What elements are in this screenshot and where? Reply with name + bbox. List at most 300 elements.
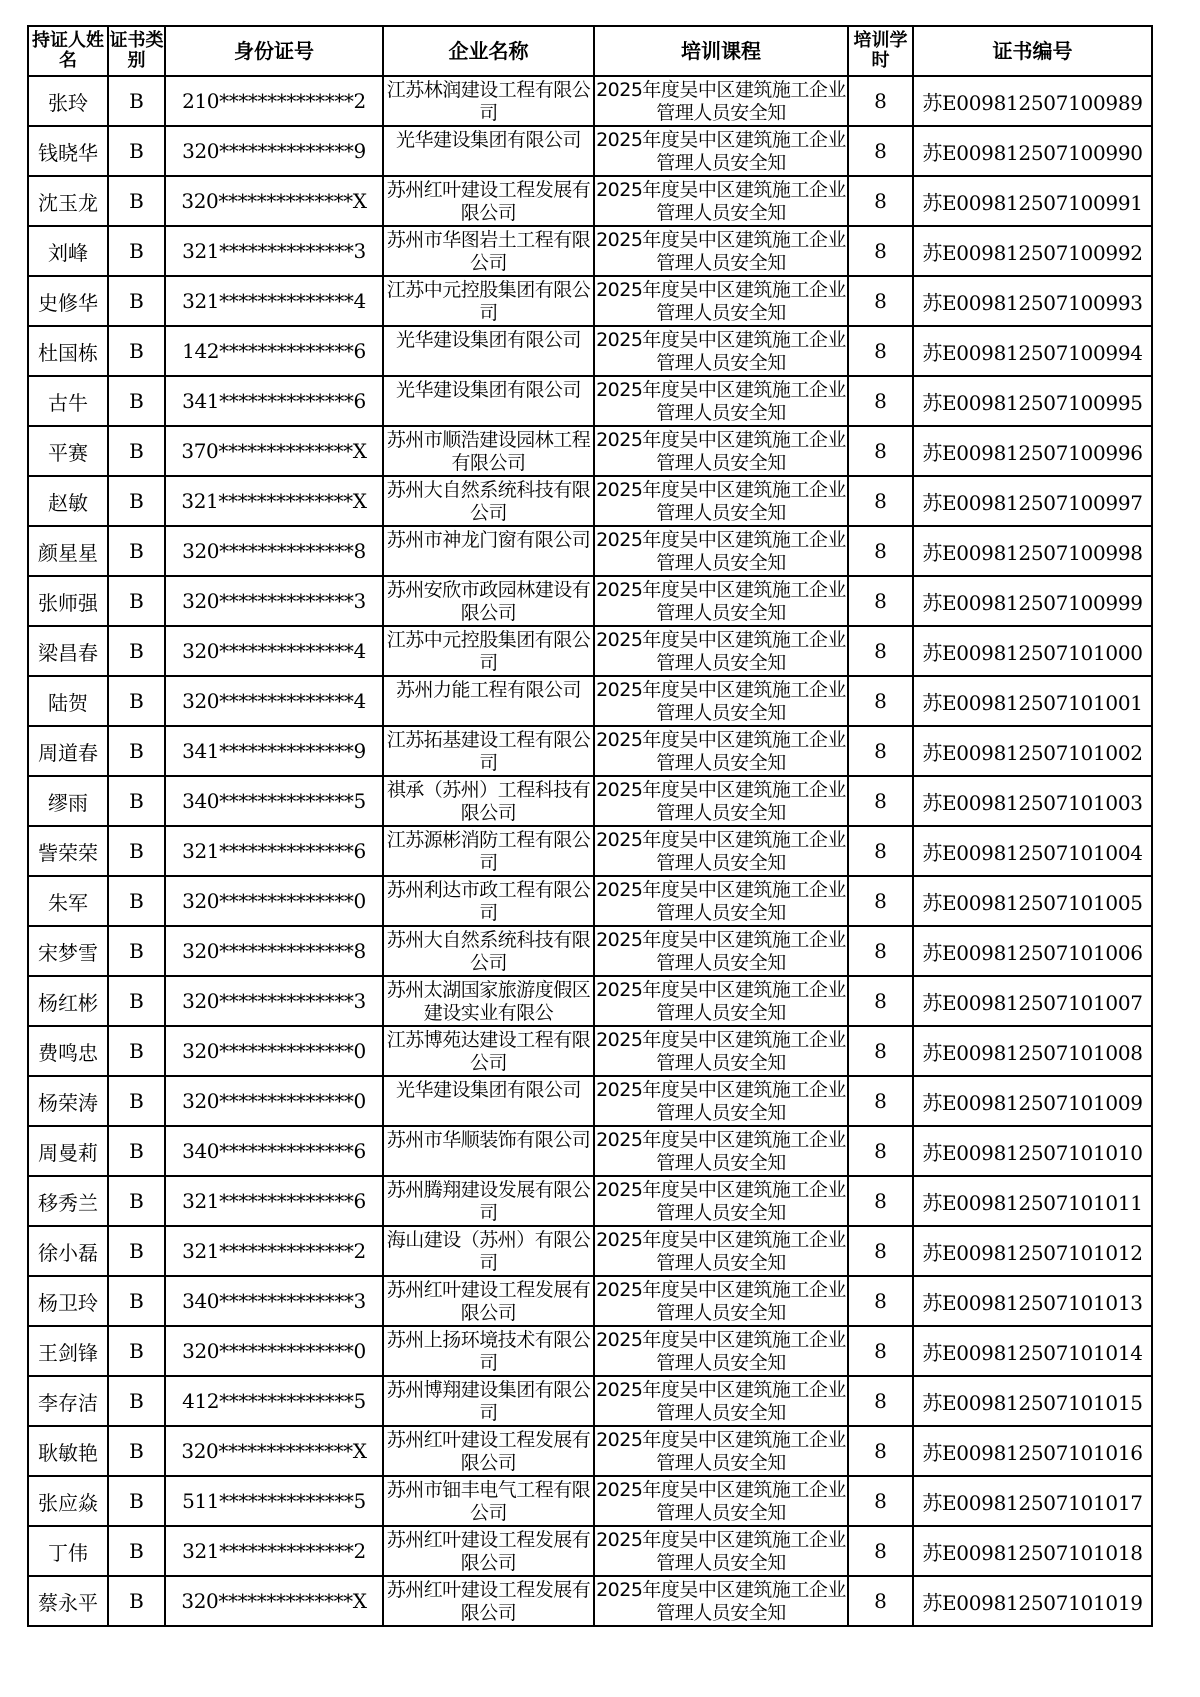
training-course-cell xyxy=(594,976,848,1026)
holder-name-cell: 徐小磊 xyxy=(28,1226,108,1276)
table-row xyxy=(28,126,1152,176)
training-course-cell-text: 2025年度吴中区建筑施工企业管理人员安全知 xyxy=(596,1379,846,1424)
table-row xyxy=(28,426,1152,476)
training-hours-cell: 8 xyxy=(848,376,913,426)
id-number-cell: 340**************3 xyxy=(165,1276,383,1326)
company-name-cell xyxy=(383,426,594,476)
company-name-cell xyxy=(383,576,594,626)
company-name-cell xyxy=(383,226,594,276)
certificate-number-cell: 苏E009812507101003 xyxy=(913,776,1152,826)
certificate-number-cell: 苏E009812507101012 xyxy=(913,1226,1152,1276)
holder-name-cell: 梁昌春 xyxy=(28,626,108,676)
header-id-number: 身份证号 xyxy=(165,26,383,76)
company-name-cell xyxy=(383,1176,594,1226)
table-row xyxy=(28,626,1152,676)
table-row xyxy=(28,926,1152,976)
table-row xyxy=(28,1576,1152,1626)
certificate-category-cell: B xyxy=(108,876,165,926)
id-number-cell: 320**************4 xyxy=(165,676,383,726)
company-name-cell-text: 江苏中元控股集团有限公司 xyxy=(386,629,591,674)
training-course-cell-text: 2025年度吴中区建筑施工企业管理人员安全知 xyxy=(596,79,846,124)
certificate-number-cell: 苏E009812507101004 xyxy=(913,826,1152,876)
company-name-cell-text: 苏州大自然系统科技有限公司 xyxy=(386,929,591,974)
certificate-number-cell: 苏E009812507101007 xyxy=(913,976,1152,1026)
training-course-cell-text: 2025年度吴中区建筑施工企业管理人员安全知 xyxy=(596,1529,846,1574)
certificate-number-cell: 苏E009812507101009 xyxy=(913,1076,1152,1126)
company-name-cell-text: 光华建设集团有限公司 xyxy=(395,1079,581,1101)
header-training-course: 培训课程 xyxy=(594,26,848,76)
training-course-cell-text: 2025年度吴中区建筑施工企业管理人员安全知 xyxy=(596,279,846,324)
holder-name-cell: 移秀兰 xyxy=(28,1176,108,1226)
training-hours-cell: 8 xyxy=(848,76,913,126)
training-course-cell xyxy=(594,826,848,876)
company-name-cell xyxy=(383,176,594,226)
certificate-category-cell: B xyxy=(108,326,165,376)
holder-name-cell: 费鸣忠 xyxy=(28,1026,108,1076)
id-number-cell: 341**************6 xyxy=(165,376,383,426)
certificate-number-cell: 苏E009812507100996 xyxy=(913,426,1152,476)
company-name-cell-text: 苏州博翔建设集团有限公司 xyxy=(386,1379,591,1424)
table-row xyxy=(28,826,1152,876)
holder-name-cell: 耿敏艳 xyxy=(28,1426,108,1476)
certificate-category-cell: B xyxy=(108,626,165,676)
training-hours-cell: 8 xyxy=(848,526,913,576)
certificate-number-cell: 苏E009812507101006 xyxy=(913,926,1152,976)
table-row xyxy=(28,1326,1152,1376)
training-hours-cell: 8 xyxy=(848,1126,913,1176)
company-name-cell xyxy=(383,1576,594,1626)
header-company-name: 企业名称 xyxy=(383,26,594,76)
training-course-cell xyxy=(594,726,848,776)
table-row xyxy=(28,176,1152,226)
training-course-cell-text: 2025年度吴中区建筑施工企业管理人员安全知 xyxy=(596,229,846,274)
holder-name-cell: 张应焱 xyxy=(28,1476,108,1526)
company-name-cell xyxy=(383,1476,594,1526)
company-name-cell-text: 苏州红叶建设工程发展有限公司 xyxy=(386,179,591,224)
holder-name-cell: 张玲 xyxy=(28,76,108,126)
company-name-cell-text: 江苏中元控股集团有限公司 xyxy=(386,279,591,324)
holder-name-cell: 陆贺 xyxy=(28,676,108,726)
holder-name-cell: 杨荣涛 xyxy=(28,1076,108,1126)
training-course-cell-text: 2025年度吴中区建筑施工企业管理人员安全知 xyxy=(596,1329,846,1374)
training-course-cell-text: 2025年度吴中区建筑施工企业管理人员安全知 xyxy=(596,179,846,224)
training-course-cell xyxy=(594,176,848,226)
id-number-cell: 321**************6 xyxy=(165,1176,383,1226)
training-course-cell-text: 2025年度吴中区建筑施工企业管理人员安全知 xyxy=(596,1579,846,1624)
company-name-cell xyxy=(383,1076,594,1126)
certificate-number-cell: 苏E009812507100999 xyxy=(913,576,1152,626)
company-name-cell-text: 江苏拓基建设工程有限公司 xyxy=(386,729,591,774)
certificate-number-cell: 苏E009812507101018 xyxy=(913,1526,1152,1576)
training-course-cell xyxy=(594,1426,848,1476)
training-course-cell xyxy=(594,476,848,526)
id-number-cell: 321**************6 xyxy=(165,826,383,876)
certificate-number-cell: 苏E009812507100991 xyxy=(913,176,1152,226)
certificate-category-cell: B xyxy=(108,1576,165,1626)
id-number-cell: 320**************0 xyxy=(165,1326,383,1376)
training-hours-cell: 8 xyxy=(848,626,913,676)
id-number-cell: 321**************2 xyxy=(165,1526,383,1576)
company-name-cell xyxy=(383,476,594,526)
company-name-cell xyxy=(383,926,594,976)
table-row xyxy=(28,76,1152,126)
certificate-number-cell: 苏E009812507100995 xyxy=(913,376,1152,426)
training-course-cell xyxy=(594,1526,848,1576)
certificate-number-cell: 苏E009812507100990 xyxy=(913,126,1152,176)
certificate-category-cell: B xyxy=(108,576,165,626)
training-hours-cell: 8 xyxy=(848,1326,913,1376)
training-course-cell xyxy=(594,76,848,126)
training-hours-cell: 8 xyxy=(848,1276,913,1326)
training-hours-cell: 8 xyxy=(848,176,913,226)
training-course-cell-text: 2025年度吴中区建筑施工企业管理人员安全知 xyxy=(596,529,846,574)
training-course-cell-text: 2025年度吴中区建筑施工企业管理人员安全知 xyxy=(596,929,846,974)
training-course-cell xyxy=(594,1476,848,1526)
certificate-category-cell: B xyxy=(108,1076,165,1126)
table-row xyxy=(28,276,1152,326)
training-course-cell xyxy=(594,1276,848,1326)
training-hours-cell: 8 xyxy=(848,676,913,726)
training-course-cell-text: 2025年度吴中区建筑施工企业管理人员安全知 xyxy=(596,1079,846,1124)
certificate-category-cell: B xyxy=(108,1026,165,1076)
company-name-cell xyxy=(383,1376,594,1426)
certificate-category-cell: B xyxy=(108,676,165,726)
certificate-category-cell: B xyxy=(108,276,165,326)
certificate-category-cell: B xyxy=(108,476,165,526)
training-course-cell-text: 2025年度吴中区建筑施工企业管理人员安全知 xyxy=(596,629,846,674)
company-name-cell xyxy=(383,726,594,776)
certificate-category-cell: B xyxy=(108,1476,165,1526)
holder-name-cell: 古牛 xyxy=(28,376,108,426)
id-number-cell: 320**************3 xyxy=(165,576,383,626)
training-course-cell xyxy=(594,426,848,476)
training-hours-cell: 8 xyxy=(848,426,913,476)
training-course-cell xyxy=(594,1076,848,1126)
training-hours-cell: 8 xyxy=(848,876,913,926)
id-number-cell: 320**************X xyxy=(165,176,383,226)
certificate-category-cell: B xyxy=(108,1376,165,1426)
training-hours-cell: 8 xyxy=(848,1226,913,1276)
company-name-cell-text: 光华建设集团有限公司 xyxy=(395,129,581,151)
header-certificate-number: 证书编号 xyxy=(913,26,1152,76)
table-row xyxy=(28,1476,1152,1526)
table-row xyxy=(28,876,1152,926)
table-row xyxy=(28,976,1152,1026)
id-number-cell: 320**************8 xyxy=(165,926,383,976)
table-row xyxy=(28,1276,1152,1326)
training-hours-cell: 8 xyxy=(848,1476,913,1526)
certificate-category-cell: B xyxy=(108,1226,165,1276)
id-number-cell: 511**************5 xyxy=(165,1476,383,1526)
company-name-cell xyxy=(383,1276,594,1326)
table-row xyxy=(28,326,1152,376)
company-name-cell-text: 光华建设集团有限公司 xyxy=(395,379,581,401)
holder-name-cell: 杜国栋 xyxy=(28,326,108,376)
holder-name-cell: 张师强 xyxy=(28,576,108,626)
training-course-cell xyxy=(594,1326,848,1376)
company-name-cell-text: 苏州红叶建设工程发展有限公司 xyxy=(386,1429,591,1474)
company-name-cell xyxy=(383,1326,594,1376)
holder-name-cell: 赵敏 xyxy=(28,476,108,526)
company-name-cell xyxy=(383,76,594,126)
company-name-cell-text: 苏州红叶建设工程发展有限公司 xyxy=(386,1279,591,1324)
table-row xyxy=(28,1526,1152,1576)
training-course-cell xyxy=(594,876,848,926)
training-course-cell-text: 2025年度吴中区建筑施工企业管理人员安全知 xyxy=(596,729,846,774)
training-hours-cell: 8 xyxy=(848,1076,913,1126)
training-course-cell-text: 2025年度吴中区建筑施工企业管理人员安全知 xyxy=(596,1279,846,1324)
training-course-cell-text: 2025年度吴中区建筑施工企业管理人员安全知 xyxy=(596,1229,846,1274)
certificate-category-cell: B xyxy=(108,226,165,276)
training-course-cell-text: 2025年度吴中区建筑施工企业管理人员安全知 xyxy=(596,979,846,1024)
training-course-cell-text: 2025年度吴中区建筑施工企业管理人员安全知 xyxy=(596,479,846,524)
header-holder-name: 持证人姓名 xyxy=(28,26,108,76)
holder-name-cell: 平赛 xyxy=(28,426,108,476)
company-name-cell-text: 祺承（苏州）工程科技有限公司 xyxy=(386,779,591,824)
table-row xyxy=(28,776,1152,826)
certificate-number-cell: 苏E009812507101015 xyxy=(913,1376,1152,1426)
holder-name-cell: 周道春 xyxy=(28,726,108,776)
company-name-cell xyxy=(383,276,594,326)
id-number-cell: 321**************3 xyxy=(165,226,383,276)
company-name-cell-text: 海山建设（苏州）有限公司 xyxy=(386,1229,591,1274)
company-name-cell-text: 江苏林润建设工程有限公司 xyxy=(386,79,591,124)
certificate-number-cell: 苏E009812507101013 xyxy=(913,1276,1152,1326)
company-name-cell-text: 苏州腾翔建设发展有限公司 xyxy=(386,1179,591,1224)
certificate-number-cell: 苏E009812507100989 xyxy=(913,76,1152,126)
training-hours-cell: 8 xyxy=(848,726,913,776)
holder-name-cell: 沈玉龙 xyxy=(28,176,108,226)
id-number-cell: 320**************0 xyxy=(165,1076,383,1126)
roster-body xyxy=(28,76,1152,1626)
certificate-category-cell: B xyxy=(108,1426,165,1476)
id-number-cell: 340**************6 xyxy=(165,1126,383,1176)
id-number-cell: 320**************4 xyxy=(165,626,383,676)
table-row xyxy=(28,476,1152,526)
id-number-cell: 321**************2 xyxy=(165,1226,383,1276)
table-row xyxy=(28,1076,1152,1126)
certificate-category-cell: B xyxy=(108,1126,165,1176)
id-number-cell: 321**************X xyxy=(165,476,383,526)
holder-name-cell: 王剑锋 xyxy=(28,1326,108,1376)
id-number-cell: 320**************9 xyxy=(165,126,383,176)
certificate-category-cell: B xyxy=(108,376,165,426)
training-course-cell-text: 2025年度吴中区建筑施工企业管理人员安全知 xyxy=(596,1029,846,1074)
table-row xyxy=(28,526,1152,576)
certificate-category-cell: B xyxy=(108,526,165,576)
certificate-category-cell: B xyxy=(108,126,165,176)
training-hours-cell: 8 xyxy=(848,226,913,276)
certificate-category-cell: B xyxy=(108,176,165,226)
certificate-number-cell: 苏E009812507101001 xyxy=(913,676,1152,726)
id-number-cell: 321**************4 xyxy=(165,276,383,326)
training-course-cell xyxy=(594,376,848,426)
table-row xyxy=(28,576,1152,626)
training-course-cell-text: 2025年度吴中区建筑施工企业管理人员安全知 xyxy=(596,1429,846,1474)
table-row xyxy=(28,1376,1152,1426)
training-hours-cell: 8 xyxy=(848,1526,913,1576)
certificate-category-cell: B xyxy=(108,1326,165,1376)
certificate-category-cell: B xyxy=(108,826,165,876)
header-row xyxy=(28,26,1152,76)
training-course-cell xyxy=(594,676,848,726)
table-row xyxy=(28,1426,1152,1476)
certificate-number-cell: 苏E009812507101008 xyxy=(913,1026,1152,1076)
id-number-cell: 320**************X xyxy=(165,1426,383,1476)
holder-name-cell: 史修华 xyxy=(28,276,108,326)
training-hours-cell: 8 xyxy=(848,826,913,876)
training-course-cell-text: 2025年度吴中区建筑施工企业管理人员安全知 xyxy=(596,879,846,924)
certificate-category-cell: B xyxy=(108,976,165,1026)
certificate-number-cell: 苏E009812507100992 xyxy=(913,226,1152,276)
training-hours-cell: 8 xyxy=(848,926,913,976)
certificate-number-cell: 苏E009812507100993 xyxy=(913,276,1152,326)
training-course-cell xyxy=(594,1576,848,1626)
training-hours-cell: 8 xyxy=(848,126,913,176)
company-name-cell-text: 光华建设集团有限公司 xyxy=(395,329,581,351)
company-name-cell xyxy=(383,626,594,676)
certificate-category-cell: B xyxy=(108,426,165,476)
certificate-number-cell: 苏E009812507101005 xyxy=(913,876,1152,926)
company-name-cell-text: 江苏源彬消防工程有限公司 xyxy=(386,829,591,874)
company-name-cell-text: 苏州力能工程有限公司 xyxy=(395,679,581,701)
company-name-cell xyxy=(383,1226,594,1276)
company-name-cell xyxy=(383,1426,594,1476)
company-name-cell-text: 江苏博苑达建设工程有限公司 xyxy=(386,1029,591,1074)
table-row xyxy=(28,1026,1152,1076)
company-name-cell-text: 苏州红叶建设工程发展有限公司 xyxy=(386,1529,591,1574)
certificate-number-cell: 苏E009812507101014 xyxy=(913,1326,1152,1376)
id-number-cell: 320**************0 xyxy=(165,1026,383,1076)
company-name-cell xyxy=(383,776,594,826)
company-name-cell-text: 苏州市华顺装饰有限公司 xyxy=(386,1129,591,1151)
training-course-cell xyxy=(594,1376,848,1426)
certificate-category-cell: B xyxy=(108,926,165,976)
table-row xyxy=(28,1126,1152,1176)
company-name-cell-text: 苏州太湖国家旅游度假区建设实业有限公 xyxy=(386,979,591,1024)
table-row xyxy=(28,376,1152,426)
company-name-cell xyxy=(383,976,594,1026)
training-course-cell xyxy=(594,626,848,676)
training-course-cell xyxy=(594,526,848,576)
company-name-cell-text: 苏州利达市政工程有限公司 xyxy=(386,879,591,924)
training-course-cell xyxy=(594,276,848,326)
holder-name-cell: 钱晓华 xyxy=(28,126,108,176)
id-number-cell: 320**************8 xyxy=(165,526,383,576)
training-course-cell xyxy=(594,576,848,626)
company-name-cell xyxy=(383,676,594,726)
training-course-cell xyxy=(594,1126,848,1176)
holder-name-cell: 朱军 xyxy=(28,876,108,926)
table-row xyxy=(28,1176,1152,1226)
holder-name-cell: 杨卫玲 xyxy=(28,1276,108,1326)
training-hours-cell: 8 xyxy=(848,776,913,826)
company-name-cell xyxy=(383,876,594,926)
training-course-cell-text: 2025年度吴中区建筑施工企业管理人员安全知 xyxy=(596,1179,846,1224)
training-course-cell-text: 2025年度吴中区建筑施工企业管理人员安全知 xyxy=(596,1479,846,1524)
table-row xyxy=(28,726,1152,776)
training-hours-cell: 8 xyxy=(848,1026,913,1076)
holder-name-cell: 訾荣荣 xyxy=(28,826,108,876)
id-number-cell: 320**************X xyxy=(165,1576,383,1626)
certificate-number-cell: 苏E009812507101019 xyxy=(913,1576,1152,1626)
training-hours-cell: 8 xyxy=(848,1376,913,1426)
training-course-cell xyxy=(594,126,848,176)
table-row xyxy=(28,676,1152,726)
training-course-cell xyxy=(594,776,848,826)
id-number-cell: 142**************6 xyxy=(165,326,383,376)
company-name-cell-text: 苏州市钿丰电气工程有限公司 xyxy=(386,1479,591,1524)
header-certificate-category: 证书类别 xyxy=(108,26,165,76)
certificate-roster-table xyxy=(27,25,1153,1627)
training-course-cell-text: 2025年度吴中区建筑施工企业管理人员安全知 xyxy=(596,679,846,724)
company-name-cell-text: 苏州市华图岩土工程有限公司 xyxy=(386,229,591,274)
training-course-cell xyxy=(594,326,848,376)
certificate-category-cell: B xyxy=(108,76,165,126)
certificate-number-cell: 苏E009812507101010 xyxy=(913,1126,1152,1176)
training-hours-cell: 8 xyxy=(848,1576,913,1626)
training-course-cell-text: 2025年度吴中区建筑施工企业管理人员安全知 xyxy=(596,129,846,174)
holder-name-cell: 丁伟 xyxy=(28,1526,108,1576)
company-name-cell-text: 苏州大自然系统科技有限公司 xyxy=(386,479,591,524)
holder-name-cell: 颜星星 xyxy=(28,526,108,576)
company-name-cell xyxy=(383,826,594,876)
training-hours-cell: 8 xyxy=(848,476,913,526)
training-course-cell-text: 2025年度吴中区建筑施工企业管理人员安全知 xyxy=(596,829,846,874)
company-name-cell-text: 苏州安欣市政园林建设有限公司 xyxy=(386,579,591,624)
certificate-number-cell: 苏E009812507100998 xyxy=(913,526,1152,576)
header-training-hours: 培训学时 xyxy=(848,26,913,76)
company-name-cell xyxy=(383,1126,594,1176)
training-course-cell-text: 2025年度吴中区建筑施工企业管理人员安全知 xyxy=(596,579,846,624)
certificate-number-cell: 苏E009812507101016 xyxy=(913,1426,1152,1476)
company-name-cell xyxy=(383,1526,594,1576)
training-hours-cell: 8 xyxy=(848,326,913,376)
certificate-number-cell: 苏E009812507100994 xyxy=(913,326,1152,376)
id-number-cell: 340**************5 xyxy=(165,776,383,826)
id-number-cell: 341**************9 xyxy=(165,726,383,776)
company-name-cell xyxy=(383,526,594,576)
certificate-category-cell: B xyxy=(108,726,165,776)
training-hours-cell: 8 xyxy=(848,276,913,326)
training-hours-cell: 8 xyxy=(848,576,913,626)
training-course-cell-text: 2025年度吴中区建筑施工企业管理人员安全知 xyxy=(596,379,846,424)
company-name-cell-text: 苏州市神龙门窗有限公司 xyxy=(386,529,591,551)
holder-name-cell: 宋梦雪 xyxy=(28,926,108,976)
training-course-cell xyxy=(594,226,848,276)
training-course-cell-text: 2025年度吴中区建筑施工企业管理人员安全知 xyxy=(596,779,846,824)
company-name-cell xyxy=(383,1026,594,1076)
holder-name-cell: 李存洁 xyxy=(28,1376,108,1426)
company-name-cell-text: 苏州上扬环境技术有限公司 xyxy=(386,1329,591,1374)
certificate-category-cell: B xyxy=(108,1526,165,1576)
holder-name-cell: 蔡永平 xyxy=(28,1576,108,1626)
training-course-cell-text: 2025年度吴中区建筑施工企业管理人员安全知 xyxy=(596,1129,846,1174)
company-name-cell xyxy=(383,376,594,426)
training-course-cell xyxy=(594,926,848,976)
training-course-cell xyxy=(594,1176,848,1226)
holder-name-cell: 刘峰 xyxy=(28,226,108,276)
certificate-number-cell: 苏E009812507101002 xyxy=(913,726,1152,776)
id-number-cell: 210**************2 xyxy=(165,76,383,126)
certificate-category-cell: B xyxy=(108,1276,165,1326)
id-number-cell: 412**************5 xyxy=(165,1376,383,1426)
company-name-cell-text: 苏州市顺浩建设园林工程有限公司 xyxy=(386,429,591,474)
certificate-category-cell: B xyxy=(108,1176,165,1226)
certificate-number-cell: 苏E009812507100997 xyxy=(913,476,1152,526)
certificate-number-cell: 苏E009812507101000 xyxy=(913,626,1152,676)
training-course-cell xyxy=(594,1026,848,1076)
